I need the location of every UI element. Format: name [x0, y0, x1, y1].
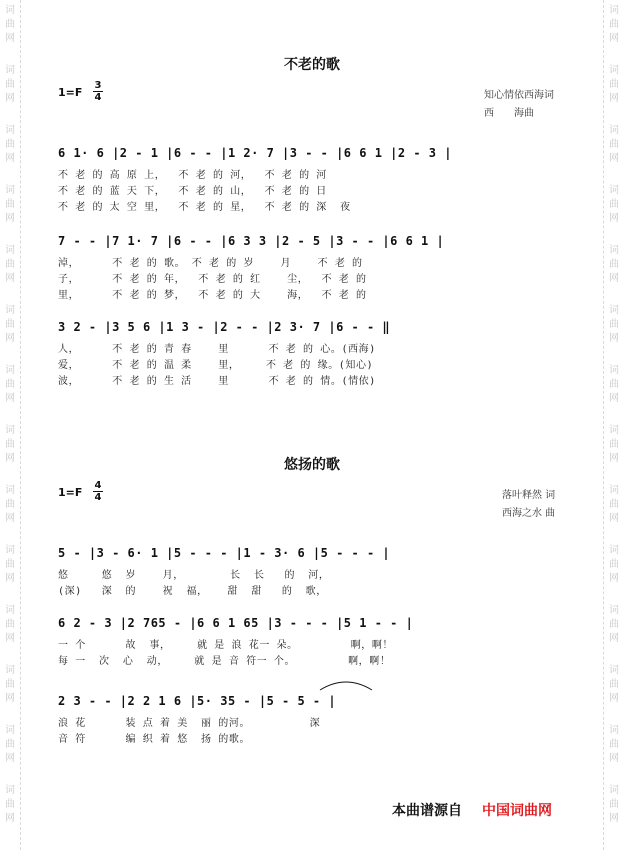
song2-title: 悠扬的歌	[284, 457, 340, 473]
watermark-glyph: 词	[609, 605, 619, 616]
watermark-glyph: 曲	[5, 619, 15, 630]
watermark-glyph: 曲	[609, 439, 619, 450]
watermark-glyph: 网	[5, 153, 15, 164]
watermark-glyph: 词	[609, 785, 619, 796]
song1-time-signature: 3 4	[94, 80, 102, 103]
watermark-glyph: 网	[609, 573, 619, 584]
watermark-glyph: 曲	[5, 79, 15, 90]
watermark-glyph: 网	[5, 213, 15, 224]
watermark-glyph: 词	[5, 605, 15, 616]
song1-lyrics-3-1: 人， 不 老 的 青 春 里 不 老 的 心。(西海)	[58, 344, 376, 355]
watermark-glyph: 词	[609, 425, 619, 436]
song1-lyrics-1-2: 不 老 的 蓝 天 下， 不 老 的 山， 不 老 的 日	[58, 186, 327, 197]
watermark-glyph: 网	[5, 753, 15, 764]
watermark-glyph: 词	[609, 125, 619, 136]
watermark-column-left	[0, 0, 21, 850]
watermark-glyph: 曲	[5, 139, 15, 150]
watermark-glyph: 词	[5, 365, 15, 376]
watermark-glyph: 曲	[609, 79, 619, 90]
watermark-glyph: 网	[609, 33, 619, 44]
watermark-glyph: 网	[5, 633, 15, 644]
watermark-glyph: 网	[609, 213, 619, 224]
watermark-glyph: 词	[609, 5, 619, 16]
watermark-glyph: 词	[609, 65, 619, 76]
watermark-glyph: 词	[5, 305, 15, 316]
song1-notes-line-2: 7 - - |7 1· 7 |6 - - |6 3 3 |2 - 5 |3 - - |6 6 1 |	[58, 234, 445, 248]
song1-lyrics-1-1: 不 老 的 高 原 上， 不 老 的 河， 不 老 的 河	[58, 170, 327, 181]
song1-lyrics-2-3: 里， 不 老 的 梦， 不 老 的 大 海， 不 老 的	[58, 290, 367, 301]
watermark-glyph: 网	[609, 513, 619, 524]
song2-lyrics-1-1: 悠 悠 岁 月， 长 长 的 河，	[58, 570, 330, 581]
watermark-glyph: 网	[609, 333, 619, 344]
song2-lyrics-2-1: 一 个 故 事， 就 是 浪 花一 朵。 啊，啊！	[58, 640, 394, 651]
watermark-glyph: 网	[609, 153, 619, 164]
song2-notes-line-1: 5 - |3 - 6· 1 |5 - - - |1 - 3· 6 |5 - - - |	[58, 546, 391, 560]
watermark-glyph: 网	[609, 93, 619, 104]
song1-key: 1=F	[58, 86, 83, 99]
watermark-glyph: 网	[609, 633, 619, 644]
watermark-glyph: 网	[609, 813, 619, 824]
watermark-glyph: 词	[609, 365, 619, 376]
song2-notes-line-3: 2 3 - - |2 2 1 6 |5· 35 - |5 - 5 - |	[58, 694, 337, 708]
song2-time-signature: 4 4	[94, 480, 102, 503]
watermark-glyph: 曲	[609, 499, 619, 510]
source-footer	[392, 800, 552, 820]
watermark-glyph: 曲	[5, 19, 15, 30]
watermark-glyph: 曲	[5, 799, 15, 810]
source-label: 本曲谱源自	[392, 803, 462, 819]
watermark-glyph: 词	[5, 65, 15, 76]
watermark-glyph: 曲	[609, 199, 619, 210]
watermark-glyph: 词	[5, 185, 15, 196]
watermark-glyph: 曲	[5, 199, 15, 210]
song2-lyrics-3-2: 音 符 编 织 着 悠 扬 的歌。	[58, 734, 251, 745]
song1-lyrics-3-2: 爱， 不 老 的 温 柔 里， 不 老 的 缘。(知心)	[58, 360, 374, 371]
song1-lyrics-2-1: 淖， 不 老 的 歌。 不 老 的 岁 月 不 老 的	[58, 258, 363, 269]
watermark-glyph: 网	[5, 393, 15, 404]
watermark-glyph: 词	[5, 245, 15, 256]
watermark-glyph: 曲	[5, 499, 15, 510]
watermark-glyph: 网	[5, 513, 15, 524]
watermark-glyph: 网	[609, 753, 619, 764]
watermark-glyph: 曲	[5, 559, 15, 570]
watermark-glyph: 网	[5, 693, 15, 704]
song1-lyrics-3-3: 波， 不 老 的 生 活 里 不 老 的 情。(情依)	[58, 376, 376, 387]
watermark-glyph: 曲	[609, 19, 619, 30]
watermark-glyph: 词	[5, 485, 15, 496]
watermark-glyph: 曲	[5, 439, 15, 450]
song2-key: 1=F	[58, 486, 83, 499]
watermark-glyph: 曲	[609, 319, 619, 330]
watermark-glyph: 词	[5, 545, 15, 556]
watermark-glyph: 曲	[609, 559, 619, 570]
song1-notes-line-3: 3 2 - |3 5 6 |1 3 - |2 - - |2 3· 7 |6 - - ‖	[58, 320, 391, 334]
watermark-glyph: 词	[609, 245, 619, 256]
slur-mark	[318, 678, 374, 692]
watermark-glyph: 词	[5, 785, 15, 796]
song1-lyricist: 知心情依西海词	[484, 90, 554, 101]
watermark-glyph: 词	[609, 665, 619, 676]
song1-notes-line-1: 6 1· 6 |2 - 1 |6 - - |1 2· 7 |3 - - |6 6 1 |2 - 3 |	[58, 146, 452, 160]
watermark-glyph: 网	[5, 333, 15, 344]
song2-lyrics-1-2: (深) 深 的 祝 福， 甜 甜 的 歌，	[58, 586, 327, 597]
watermark-glyph: 词	[609, 185, 619, 196]
watermark-glyph: 曲	[5, 379, 15, 390]
song2-lyrics-3-1: 浪 花 装 点 着 美 丽 的河。 深	[58, 718, 321, 729]
brand-link[interactable]: 中国词曲网	[482, 803, 552, 819]
watermark-glyph: 曲	[609, 259, 619, 270]
watermark-glyph: 词	[609, 485, 619, 496]
song2-lyrics-2-2: 每 一 次 心 动， 就 是 音 符一 个。 啊，啊！	[58, 656, 391, 667]
song1-title: 不老的歌	[284, 57, 340, 73]
watermark-glyph: 网	[5, 273, 15, 284]
watermark-glyph: 曲	[609, 139, 619, 150]
watermark-glyph: 曲	[5, 679, 15, 690]
watermark-glyph: 曲	[5, 259, 15, 270]
watermark-glyph: 词	[5, 665, 15, 676]
watermark-glyph: 网	[609, 273, 619, 284]
watermark-glyph: 网	[5, 813, 15, 824]
watermark-glyph: 曲	[609, 739, 619, 750]
watermark-glyph: 网	[5, 33, 15, 44]
song2-composer: 西海之水 曲	[502, 508, 556, 519]
watermark-glyph: 曲	[5, 739, 15, 750]
watermark-glyph: 曲	[609, 619, 619, 630]
song2-lyricist: 落叶释然 词	[502, 490, 556, 501]
song1-lyrics-2-2: 子， 不 老 的 年， 不 老 的 红 尘， 不 老 的	[58, 274, 367, 285]
watermark-glyph: 词	[609, 305, 619, 316]
watermark-glyph: 词	[609, 725, 619, 736]
watermark-glyph: 词	[5, 5, 15, 16]
watermark-column-right	[603, 0, 624, 850]
watermark-glyph: 网	[609, 693, 619, 704]
song1-composer: 西 海曲	[484, 108, 534, 119]
watermark-glyph: 曲	[5, 319, 15, 330]
watermark-glyph: 词	[609, 545, 619, 556]
song2-notes-line-2: 6 2 - 3 |2 765 - |6 6 1 65 |3 - - - |5 1 - - |	[58, 616, 414, 630]
watermark-glyph: 词	[5, 725, 15, 736]
watermark-glyph: 词	[5, 125, 15, 136]
watermark-glyph: 网	[5, 93, 15, 104]
watermark-glyph: 曲	[609, 379, 619, 390]
song1-lyrics-1-3: 不 老 的 太 空 里， 不 老 的 星， 不 老 的 深 夜	[58, 202, 351, 213]
watermark-glyph: 曲	[609, 799, 619, 810]
watermark-glyph: 网	[5, 453, 15, 464]
watermark-glyph: 曲	[609, 679, 619, 690]
watermark-glyph: 词	[5, 425, 15, 436]
watermark-glyph: 网	[609, 453, 619, 464]
watermark-glyph: 网	[5, 573, 15, 584]
watermark-glyph: 网	[609, 393, 619, 404]
